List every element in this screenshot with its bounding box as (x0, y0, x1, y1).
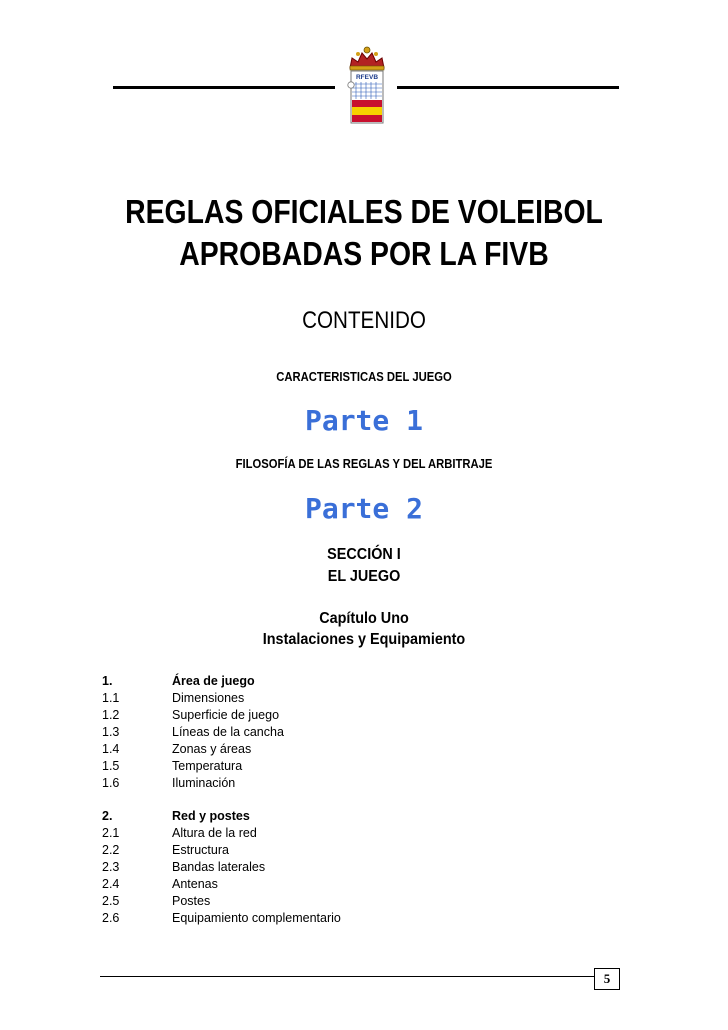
document-title-line2: APROBADAS POR LA FIVB (179, 235, 549, 272)
crown-icon (350, 47, 384, 70)
toc-number: 2.1 (102, 826, 120, 840)
contenido-heading: CONTENIDO (302, 307, 426, 334)
filosofia-heading: FILOSOFÍA DE LAS REGLAS Y DEL ARBITRAJE (235, 457, 493, 471)
toc-title: Red y postes (172, 809, 250, 823)
page-number: 5 (594, 968, 620, 990)
toc-number: 1.5 (102, 759, 120, 773)
header-rule-right (397, 86, 619, 89)
toc-number: 1.3 (102, 725, 120, 739)
parte-2-heading: Parte 2 (304, 492, 423, 525)
toc-number: 1.2 (102, 708, 120, 722)
parte-1-heading: Parte 1 (304, 404, 423, 437)
capitulo-subtitle: Instalaciones y Equipamiento (262, 631, 466, 648)
toc-number: 2.2 (102, 843, 120, 857)
toc-number: 1.1 (102, 691, 120, 705)
toc-title: Temperatura (172, 759, 243, 773)
toc-title: Antenas (172, 877, 218, 891)
toc-title: Postes (172, 894, 211, 908)
toc-title: Área de juego (172, 674, 255, 688)
toc-number: 2. (102, 809, 113, 823)
seccion-heading: SECCIÓN I (327, 546, 401, 563)
svg-text:RFEVB: RFEVB (355, 74, 379, 81)
toc-number: 2.3 (102, 860, 120, 874)
toc-number: 1.4 (102, 742, 120, 756)
toc-title: Iluminación (172, 776, 236, 790)
document-title-line1: REGLAS OFICIALES DE VOLEIBOL (125, 193, 603, 230)
shield-icon (348, 71, 383, 123)
toc-title: Altura de la red (172, 826, 257, 840)
toc-title: Dimensiones (172, 691, 245, 705)
el-juego-heading: EL JUEGO (327, 568, 401, 585)
header-rule-left (113, 86, 335, 89)
toc-number: 2.5 (102, 894, 120, 908)
toc-number: 1.6 (102, 776, 120, 790)
toc-title: Bandas laterales (172, 860, 266, 874)
caracteristicas-heading: CARACTERISTICAS DEL JUEGO (276, 370, 452, 384)
rfevb-emblem-logo (342, 44, 392, 126)
toc-title: Estructura (172, 843, 229, 857)
toc-number: 1. (102, 674, 113, 688)
toc-title: Líneas de la cancha (172, 725, 284, 739)
toc-number: 2.6 (102, 911, 120, 925)
footer-rule (100, 976, 594, 977)
toc-title: Superficie de juego (172, 708, 280, 722)
toc-title: Equipamiento complementario (172, 911, 341, 925)
capitulo-heading: Capítulo Uno (319, 610, 409, 627)
toc-title: Zonas y áreas (172, 742, 252, 756)
toc-number: 2.4 (102, 877, 120, 891)
